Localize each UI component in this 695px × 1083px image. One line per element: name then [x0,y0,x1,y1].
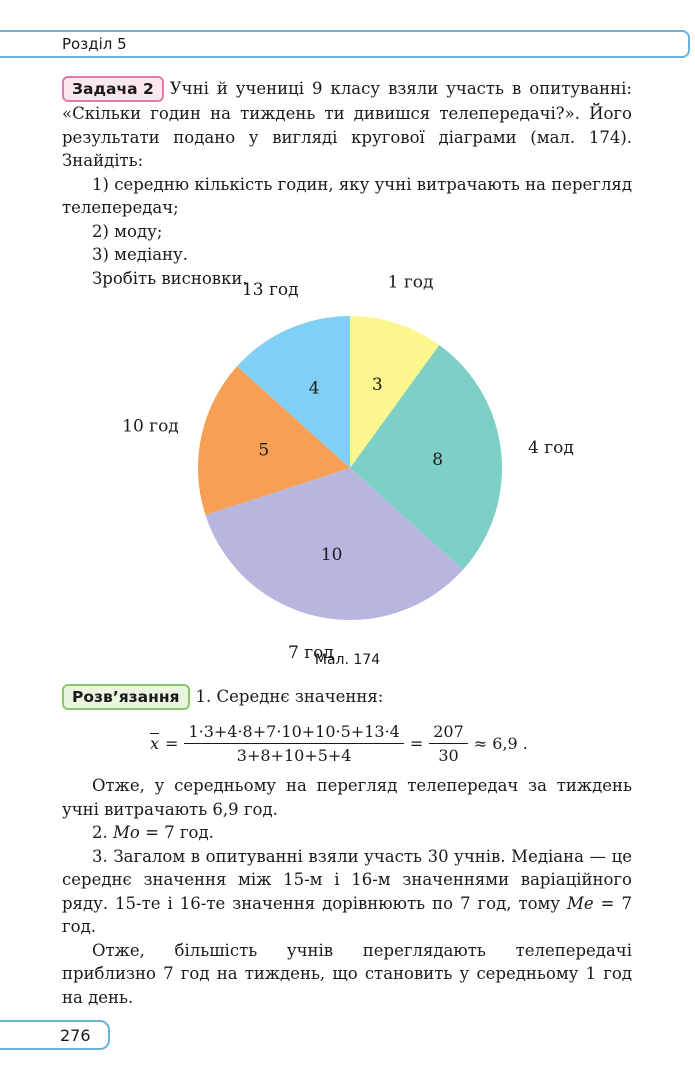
task-block [62,76,632,290]
slice-category-label: 7 год [287,642,334,663]
median-value: = 7 год. [62,893,632,936]
median-text: 3. Загалом в опитуванні взяли участь 30 учнів. Медіана — це середнє значення між 15-м і 16-м значеннями варіаційного ряду. 15-те і 16-те значення дорівнюють по 7 год, тому [62,846,632,913]
figure-caption: Мал. 174 [314,652,381,668]
section-header [0,30,690,58]
slice-category-label: 13 год [241,279,299,300]
slice-value-label: 10 [320,545,343,566]
fraction-numerator: 1·3+4·8+7·10+10·5+13·4 [184,722,403,744]
mean-formula [150,722,528,765]
task-item-3: 3) медіану. [92,245,189,264]
solution-paragraph-2 [62,821,632,845]
mode-symbol: Mo [113,823,140,842]
slice-value-label: 4 [308,378,320,399]
mean-fraction [184,722,403,765]
page-number: 276 [60,1026,91,1045]
solution-paragraph-4: Отже, більшість учнів переглядають телепередачі приблизно 7 год на тиждень, що становить у середньому 1 год на день. [62,940,632,1007]
approx-result: ≈ 6,9 . [473,734,528,753]
equals-sign-2: = [409,734,424,753]
solution-label: Розв’язання [62,684,190,710]
slice-category-label: 1 год [387,272,434,293]
median-symbol: Me [567,893,594,913]
section-title: Розділ 5 [62,35,127,53]
task-item-1: 1) середню кількість годин, яку учні витрачають на перегляд телепередач; [62,174,632,217]
solution-paragraph-3 [62,845,632,939]
slice-category-label: 10 год [122,416,179,437]
result-denominator: 30 [438,746,459,765]
solution-heading [62,684,632,710]
result-fraction [429,722,468,765]
slice-value-label: 5 [258,440,270,461]
slice-category-label: 4 год [527,437,574,458]
mean-symbol: $\overline{x}$ [150,734,160,753]
task-intro: Учні й учениці 9 класу взяли участь в опитуванні: «Скільки годин на тиждень ти дивишся телепередачі?». Його результати подано у вигляді кругової діаграми (мал. 174). Знайдіть: [62,79,632,170]
fraction-denominator: 3+8+10+5+4 [236,746,352,765]
mode-prefix: 2. [92,823,113,842]
solution-body [62,774,632,1009]
task-conclude: Зробіть висновки. [92,268,248,288]
task-label: Задача 2 [62,76,164,102]
slice-value-label: 8 [432,449,444,470]
result-numerator: 207 [429,722,468,744]
slice-value-label: 3 [371,375,383,396]
mode-value: = 7 год. [139,823,214,842]
solution-step-1: 1. Середнє значення: [195,687,384,706]
solution-paragraph-1: Отже, у середньому на перегляд телепередач за тиждень учні витрачають 6,9 год. [62,776,632,819]
page-number-tab [0,1020,110,1050]
task-item-2: 2) моду; [92,221,163,241]
equals-sign: = [165,734,179,753]
